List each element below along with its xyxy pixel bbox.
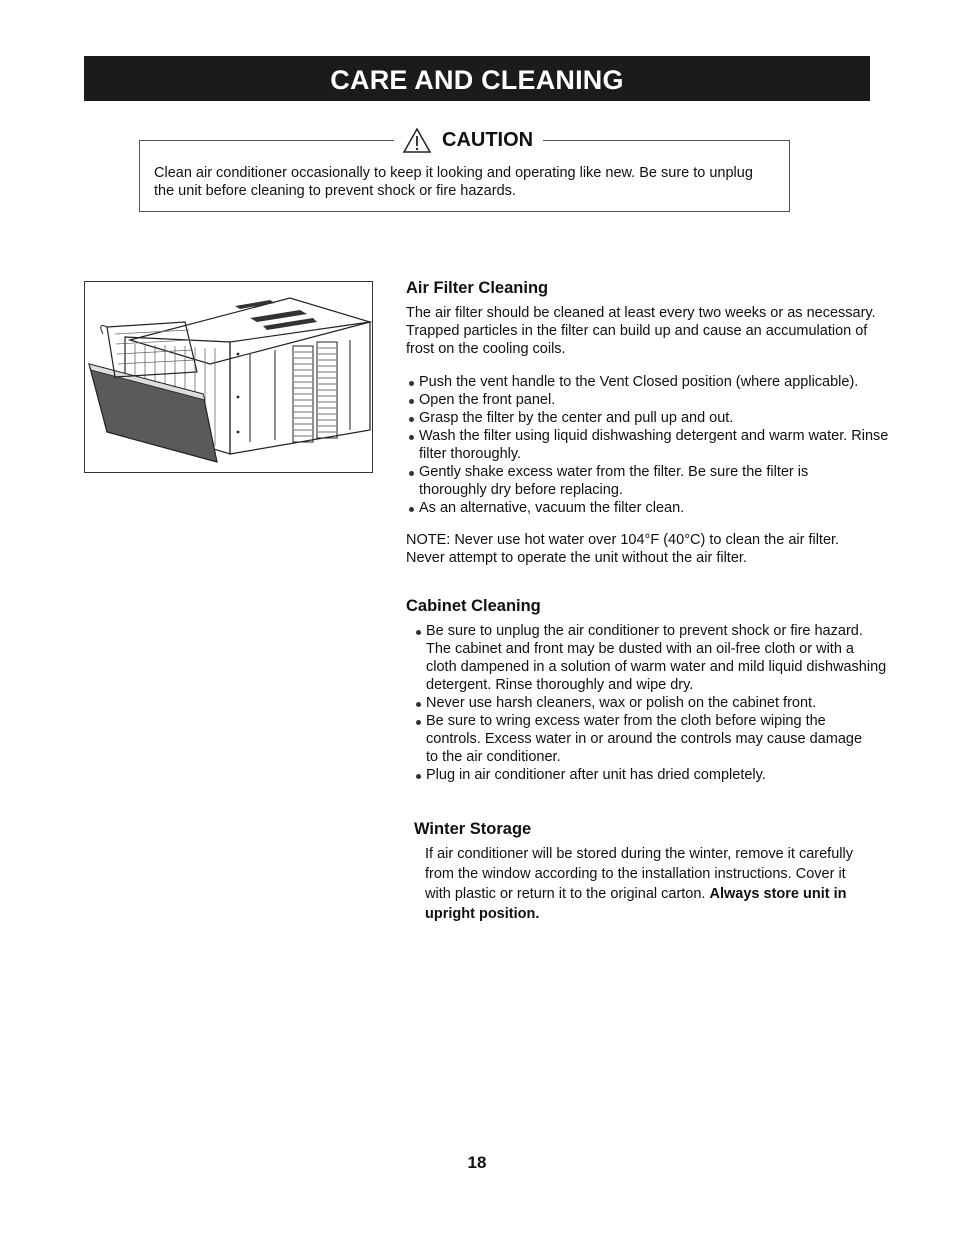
air-filter-steps <box>406 373 906 517</box>
list-item: Grasp the filter by the center and pull up and out. <box>406 409 906 427</box>
cabinet-title: Cabinet Cleaning <box>406 597 541 615</box>
winter-text: If air conditioner will be stored during the winter, remove it carefully from the window according to the installation instructions. Cover it with plastic or return it to the original carton. Always store unit in upright position. <box>425 846 853 922</box>
page-number: 18 <box>467 1153 487 1172</box>
bullet-icon <box>416 720 421 725</box>
bullet-icon <box>416 702 421 707</box>
bullet-icon <box>416 774 421 779</box>
air-filter-note: NOTE: Never use hot water over 104°F (40°C) to clean the air filter. Never attempt to operate the unit without the air filter. <box>406 532 840 566</box>
caution-label: CAUTION <box>442 128 534 151</box>
caution-heading <box>394 123 543 157</box>
winter-title: Winter Storage <box>414 820 532 838</box>
air-conditioner-filter-removal-illustration <box>84 281 373 473</box>
bullet-icon <box>409 435 414 440</box>
winter-emphasis: Always store unit in upright position. <box>425 886 847 922</box>
air-filter-intro: The air filter should be cleaned at least every two weeks or as necessary. Trapped particles in the filter can build up and cause an accumulation of frost on the cooling coils. <box>406 305 876 357</box>
warning-triangle-icon <box>402 127 432 154</box>
list-item: Never use harsh cleaners, wax or polish on the cabinet front. <box>413 694 888 712</box>
bullet-icon <box>409 399 414 404</box>
header-bar <box>84 56 870 101</box>
bullet-icon <box>409 381 414 386</box>
list-item: Push the vent handle to the Vent Closed position (where applicable). <box>406 373 906 391</box>
list-item: Gently shake excess water from the filter. Be sure the filter is thoroughly dry before replacing. <box>406 463 859 499</box>
list-item: Wash the filter using liquid dishwashing detergent and warm water. Rinse filter thoroughly. <box>406 427 895 463</box>
list-item: Open the front panel. <box>406 391 906 409</box>
list-item: Plug in air conditioner after unit has dried completely. <box>413 766 888 784</box>
bullet-icon <box>416 630 421 635</box>
page-title: CARE AND CLEANING <box>330 65 624 95</box>
bullet-icon <box>409 417 414 422</box>
list-item: Be sure to unplug the air conditioner to prevent shock or fire hazard. The cabinet and front may be dusted with an oil-free cloth or with a cloth dampened in a solution of warm water and mild liquid dishwashing detergent. Rinse thoroughly and wipe dry. <box>413 622 888 694</box>
caution-text: Clean air conditioner occasionally to keep it looking and operating like new. Be sure to unplug the unit before cleaning to prevent shock or fire hazards. <box>154 165 753 199</box>
list-item: Be sure to wring excess water from the cloth before wiping the controls. Excess water in or around the controls may cause damage to the air conditioner. <box>413 712 876 766</box>
air-filter-title: Air Filter Cleaning <box>406 279 549 297</box>
bullet-icon <box>409 507 414 512</box>
bullet-icon <box>409 471 414 476</box>
cabinet-items <box>413 622 888 784</box>
caution-box <box>139 128 790 212</box>
list-item: As an alternative, vacuum the filter clean. <box>406 499 906 517</box>
